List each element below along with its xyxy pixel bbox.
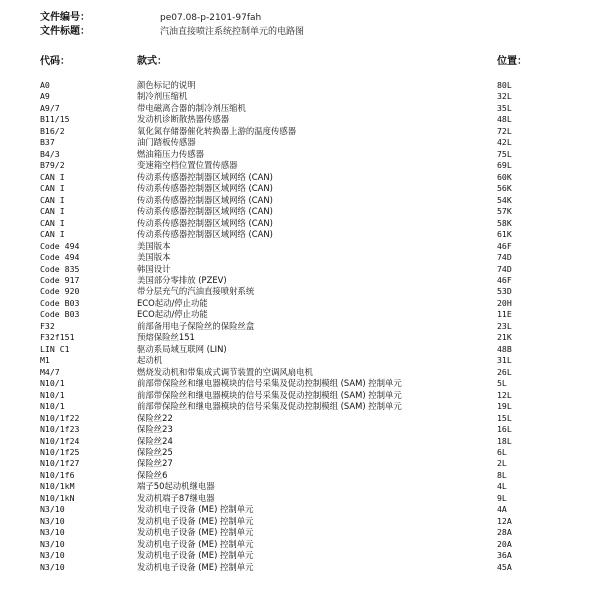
row-description: 前部带保险丝和继电器模块的信号采集及促动控制模组 (SAM) 控制单元: [137, 389, 402, 400]
row-code: B16/2: [40, 125, 65, 136]
table-row: [0, 80, 602, 91]
row-description: 氧化氮存储器催化转换器上游的温度传感器: [137, 125, 297, 136]
row-position: 32L: [497, 91, 512, 102]
row-description: 保险丝23: [137, 424, 173, 435]
row-code: N10/1f6: [40, 469, 75, 480]
row-code: Code B03: [40, 297, 80, 308]
row-code: N3/10: [40, 527, 65, 538]
row-position: 15L: [497, 412, 512, 423]
row-code: B4/3: [40, 148, 60, 159]
row-code: F32: [40, 320, 55, 331]
row-description: ECO起动/停止功能: [137, 297, 208, 308]
table-row: [0, 114, 602, 125]
row-code: N3/10: [40, 515, 65, 526]
table-row: [0, 504, 602, 515]
row-code: A9/7: [40, 102, 60, 113]
row-position: 26L: [497, 366, 512, 377]
row-position: 75L: [497, 148, 512, 159]
row-description: 油门踏板传感器: [137, 137, 196, 148]
row-code: N10/1f25: [40, 447, 80, 457]
table-row: [0, 309, 602, 320]
row-description: 保险丝27: [137, 458, 173, 469]
row-code: N10/1f27: [40, 458, 80, 469]
row-description: 发动机电子设备 (ME) 控制单元: [137, 504, 254, 515]
column-header-position: 位置：: [497, 56, 527, 67]
row-code: CAN I: [40, 194, 65, 205]
row-position: 60K: [497, 171, 512, 182]
row-code: M4/7: [40, 366, 60, 377]
row-description: 发动机电子设备 (ME) 控制单元: [137, 550, 254, 561]
table-row: [0, 103, 602, 114]
row-position: 20A: [497, 538, 512, 549]
row-position: 46F: [497, 240, 512, 251]
table-row: [0, 390, 602, 401]
doc-number-label: 文件编号：: [40, 12, 90, 23]
row-code: N3/10: [40, 538, 65, 549]
row-code: CAN I: [40, 229, 65, 240]
row-code: Code 917: [40, 274, 80, 285]
table-row: [0, 527, 602, 538]
row-code: M1: [40, 355, 50, 366]
row-description: 前部备用电子保险丝的保险丝盒: [137, 320, 255, 331]
row-description: 发动机电子设备 (ME) 控制单元: [137, 527, 254, 538]
row-position: 12A: [497, 515, 512, 526]
row-position: 74D: [497, 263, 512, 274]
row-description: 保险丝24: [137, 435, 173, 446]
row-description: 发动机端子87继电器: [137, 492, 215, 503]
table-row: [0, 321, 602, 332]
row-position: 46F: [497, 274, 512, 285]
row-description: 带电磁离合器的制冷剂压缩机: [137, 102, 246, 113]
table-row: [0, 539, 602, 550]
row-code: N10/1f22: [40, 412, 80, 423]
row-code: N10/1f23: [40, 424, 80, 435]
row-description: 燃油箱压力传感器: [137, 148, 204, 159]
table-row: [0, 183, 602, 194]
row-code: CAN I: [40, 217, 65, 228]
row-position: 58K: [497, 217, 512, 228]
table-row: [0, 378, 602, 389]
row-description: 传动系传感器控制器区域网络 (CAN): [137, 206, 273, 217]
table-row: [0, 562, 602, 573]
table-row: [0, 481, 602, 492]
row-position: 9L: [497, 492, 507, 503]
table-row: [0, 264, 602, 275]
row-position: 72L: [497, 125, 512, 136]
row-position: 28A: [497, 527, 512, 538]
row-code: N10/1kM: [40, 481, 75, 492]
row-position: 42L: [497, 137, 512, 148]
row-position: 2L: [497, 458, 507, 469]
row-position: 20H: [497, 297, 512, 308]
table-row: [0, 149, 602, 160]
row-position: 69L: [497, 160, 512, 171]
row-code: Code 920: [40, 286, 80, 297]
table-row: [0, 172, 602, 183]
row-code: F32f151: [40, 332, 75, 343]
table-row: [0, 447, 602, 458]
row-code: CAN I: [40, 183, 65, 194]
row-description: 发动机诊断散热器传感器: [137, 114, 230, 125]
row-description: 传动系传感器控制器区域网络 (CAN): [137, 217, 273, 228]
table-row: [0, 367, 602, 378]
row-position: 5L: [497, 378, 507, 389]
column-header-description: 款式：: [137, 56, 167, 67]
row-position: 21K: [497, 332, 512, 343]
doc-title-value: 汽油直接喷注系统控制单元的电路图: [160, 27, 305, 37]
component-table: [0, 80, 602, 573]
row-position: 12L: [497, 389, 512, 400]
row-description: 传动系传感器控制器区域网络 (CAN): [137, 229, 273, 240]
row-code: A0: [40, 80, 50, 90]
row-code: N3/10: [40, 504, 65, 515]
table-row: [0, 286, 602, 297]
row-code: N10/1: [40, 401, 65, 412]
row-description: 传动系传感器控制器区域网络 (CAN): [137, 171, 273, 182]
row-code: Code 835: [40, 263, 80, 274]
row-description: 起动机: [137, 355, 163, 366]
doc-title-label: 文件标题：: [40, 26, 90, 37]
table-row: [0, 229, 602, 240]
row-description: 韩国设计: [137, 263, 171, 274]
table-row: [0, 458, 602, 469]
row-description: 前部带保险丝和继电器模块的信号采集及促动控制模组 (SAM) 控制单元: [137, 378, 402, 389]
row-description: 颜色标记的说明: [137, 80, 196, 90]
row-code: N3/10: [40, 550, 65, 561]
row-position: 48B: [497, 343, 512, 354]
doc-number-value: pe07.08-p-2101-97fah: [160, 13, 262, 23]
row-position: 11E: [497, 309, 512, 320]
table-row: [0, 470, 602, 481]
table-row: [0, 218, 602, 229]
row-position: 74D: [497, 252, 512, 263]
table-row: [0, 550, 602, 561]
table-row: [0, 160, 602, 171]
row-description: 发动机电子设备 (ME) 控制单元: [137, 561, 254, 572]
row-position: 16L: [497, 424, 512, 435]
row-code: B11/15: [40, 114, 70, 125]
row-position: 53D: [497, 286, 512, 297]
row-position: 18L: [497, 435, 512, 446]
table-row: [0, 91, 602, 102]
row-position: 56K: [497, 183, 512, 194]
row-description: 驱动系局域互联网 (LIN): [137, 343, 227, 354]
row-code: Code 494: [40, 252, 80, 263]
row-description: 发动机电子设备 (ME) 控制单元: [137, 515, 254, 526]
row-code: A9: [40, 91, 50, 102]
row-position: 48L: [497, 114, 512, 125]
row-description: 预熔保险丝151: [137, 332, 195, 343]
row-description: 带分层充气的汽油直接喷射系统: [137, 286, 255, 297]
row-code: N3/10: [40, 561, 65, 572]
row-description: 制冷剂压缩机: [137, 91, 188, 102]
table-row: [0, 298, 602, 309]
row-position: 6L: [497, 447, 507, 457]
table-row: [0, 332, 602, 343]
row-position: 80L: [497, 80, 512, 90]
row-position: 61K: [497, 229, 512, 240]
row-description: 美国版本: [137, 240, 171, 251]
row-description: ECO起动/停止功能: [137, 309, 208, 320]
row-code: Code 494: [40, 240, 80, 251]
row-position: 23L: [497, 320, 512, 331]
row-code: B37: [40, 137, 55, 148]
row-description: 传动系传感器控制器区域网络 (CAN): [137, 183, 273, 194]
row-code: N10/1kN: [40, 492, 75, 503]
row-description: 保险丝25: [137, 447, 173, 457]
table-row: [0, 424, 602, 435]
table-row: [0, 126, 602, 137]
table-row: [0, 344, 602, 355]
row-position: 36A: [497, 550, 512, 561]
table-row: [0, 413, 602, 424]
row-position: 8L: [497, 469, 507, 480]
row-code: N10/1: [40, 378, 65, 389]
table-row: [0, 493, 602, 504]
table-row: [0, 206, 602, 217]
row-code: Code B03: [40, 309, 80, 320]
table-row: [0, 252, 602, 263]
row-position: 57K: [497, 206, 512, 217]
row-code: CAN I: [40, 171, 65, 182]
row-description: 端子50起动机继电器: [137, 481, 215, 492]
table-row: [0, 275, 602, 286]
row-description: 变速箱空档位置位置传感器: [137, 160, 238, 171]
row-code: B79/2: [40, 160, 65, 171]
row-position: 35L: [497, 102, 512, 113]
row-description: 前部带保险丝和继电器模块的信号采集及促动控制模组 (SAM) 控制单元: [137, 401, 402, 412]
table-row: [0, 355, 602, 366]
row-code: CAN I: [40, 206, 65, 217]
table-row: [0, 137, 602, 148]
row-code: LIN C1: [40, 343, 70, 354]
table-row: [0, 195, 602, 206]
table-row: [0, 401, 602, 412]
table-row: [0, 241, 602, 252]
row-description: 美国部分零排放 (PZEV): [137, 274, 227, 285]
row-code: N10/1f24: [40, 435, 80, 446]
row-position: 4L: [497, 481, 507, 492]
row-position: 31L: [497, 355, 512, 366]
column-header-code: 代码：: [40, 56, 70, 67]
row-description: 发动机电子设备 (ME) 控制单元: [137, 538, 254, 549]
row-description: 燃烧发动机和带集成式调节装置的空调风扇电机: [137, 366, 313, 377]
row-description: 美国版本: [137, 252, 171, 263]
row-position: 19L: [497, 401, 512, 412]
table-row: [0, 516, 602, 527]
row-description: 保险丝6: [137, 469, 168, 480]
row-position: 54K: [497, 194, 512, 205]
row-position: 45A: [497, 561, 512, 572]
row-position: 4A: [497, 504, 507, 515]
row-code: N10/1: [40, 389, 65, 400]
table-row: [0, 436, 602, 447]
row-description: 保险丝22: [137, 412, 173, 423]
row-description: 传动系传感器控制器区域网络 (CAN): [137, 194, 273, 205]
